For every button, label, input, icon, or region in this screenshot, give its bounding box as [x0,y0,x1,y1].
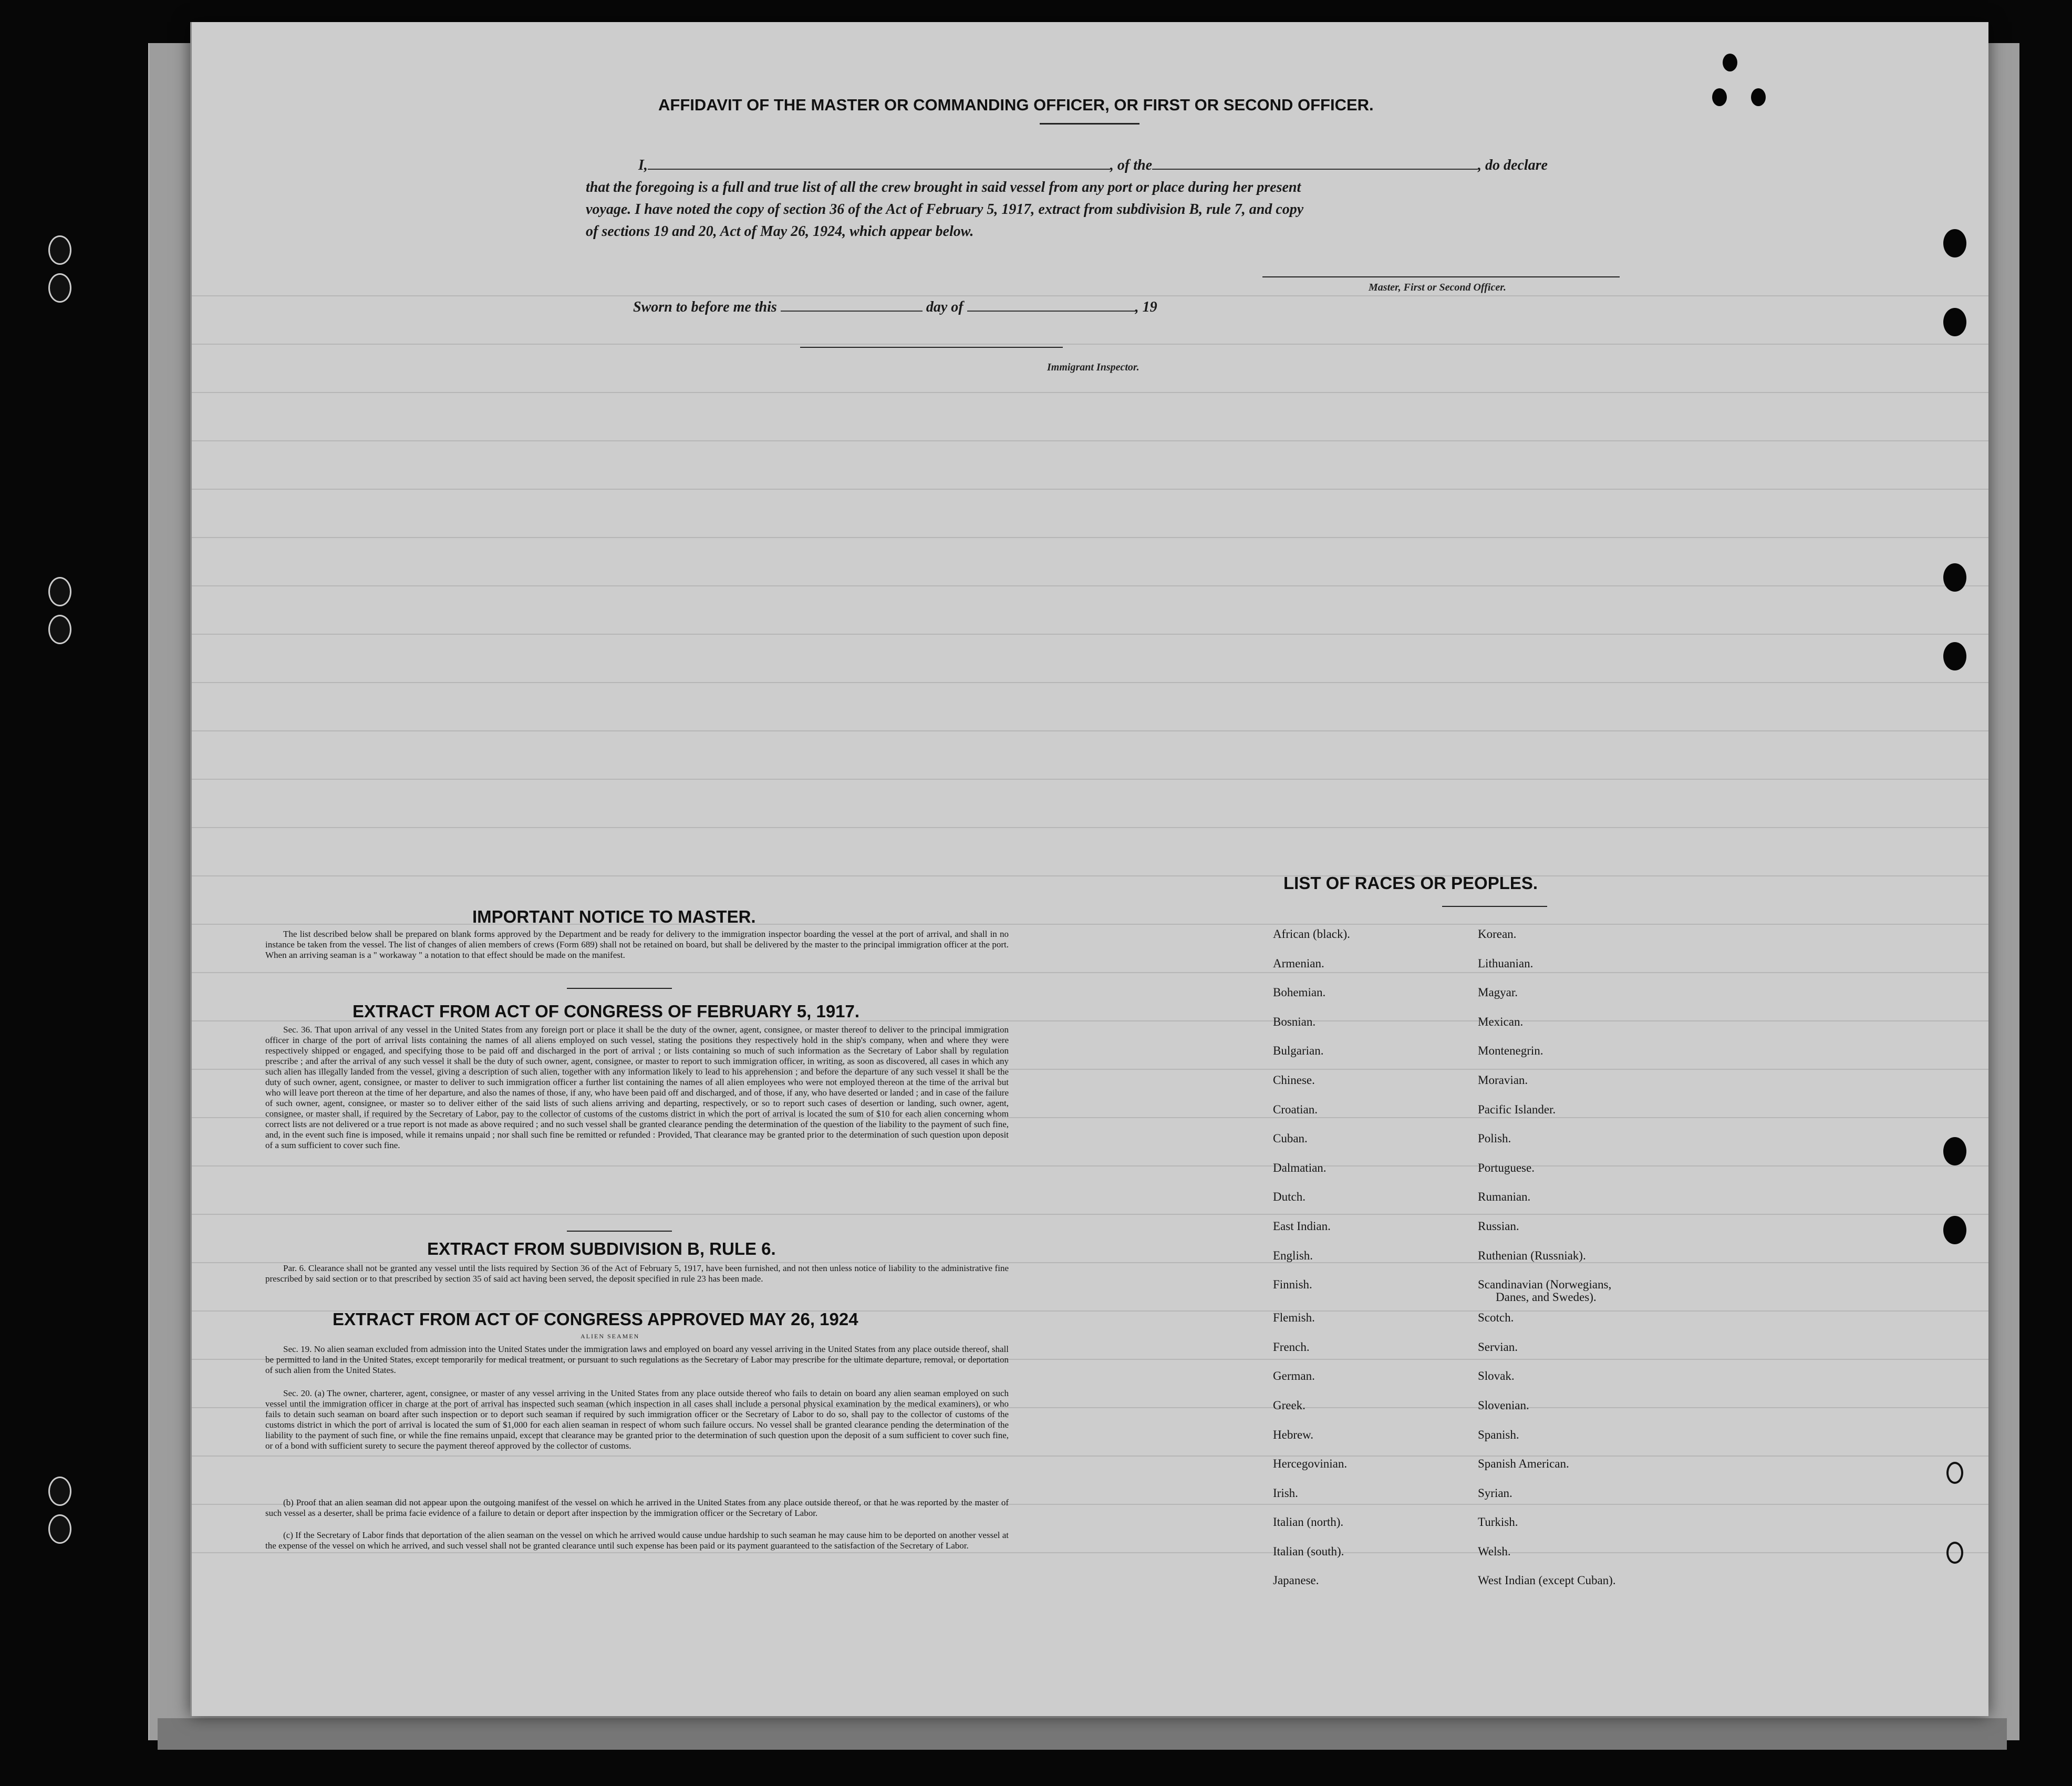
month-blank[interactable] [967,298,1135,312]
race-item: Italian (south). [1273,1544,1344,1558]
extract-1917-text: Sec. 36. That upon arrival of any vessel in the United States from any foreign port or place it shall be the duty of the owner, agent, consignee, or master thereof to deliver to the principal immigration officer in charge of the port of arrival lists containing the names of all aliens employed on such vessel, stating the positions they respectively hold in the ship's company, when and where they were respectively shipped or engaged, and specifying those to be paid off and discharged in the port of arrival ; or lists containing so much of such information as the Secretary of Labor shall by regulation prescribe ; and after the arrival of any such vessel it shall be the duty of such owner, agent, consignee, or master to report to such immigration officer, in writing, as soon as discovered, all cases in which any such alien has illegally landed from the vessel, giving a description of such alien, together with any information likely to lead to his apprehension ; and before the departure of any such vessel it shall be the duty of such owner, agent, consignee, or master to deliver to such immigration officer a further list containing the names of all alien employees who were not employed thereon at the time of the arrival but who will leave port thereon at the time of her departure, and also the names of those, if any, who have been paid off and discharged, and of those, if any, who have deserted or landed ; and in case of the failure of such owner, agent, consignee, or master so to deliver either of the said lists of such aliens arriving and departing, respectively, or so to report such cases of desertion or landing, such owner, agent, consignee, or master shall, if required by the Secretary of Labor, pay to the collector of customs of the customs district in which the port of arrival is located the sum of $10 for each alien concerning whom correct lists are not delivered or a true report is not made as above required ; and no such vessel shall be granted clearance pending the determination of the question of the liability to the payment of such fine, and, in the event such fine is imposed, while it remains unpaid ; nor shall such fine be remitted or refunded : Provided, That clearance may be granted prior to the determination of such question upon deposit of a sum sufficient to cover such fine. [265,1025,1009,1150]
underlying-page-edge [158,1718,2007,1750]
race-item: Slovak. [1478,1369,1515,1383]
punch-hole [1943,308,1966,336]
punch-hole [1723,54,1737,71]
ruled-line [192,634,1988,635]
ruled-line [192,537,1988,538]
punch-hole [1946,1462,1963,1484]
race-item: Spanish American. [1478,1457,1569,1471]
race-item: Irish. [1273,1486,1298,1500]
punch-hole [1943,1137,1966,1165]
race-item: Scandinavian (Norwegians, [1478,1278,1612,1292]
race-item: Bosnian. [1273,1015,1316,1028]
punch-hole [1751,88,1766,106]
race-item: Italian (north). [1273,1515,1344,1529]
title-underline [1040,123,1139,125]
race-item: Bulgarian. [1273,1044,1324,1058]
affidavit-of-the: , of the [1110,157,1153,173]
race-item: Korean. [1478,927,1517,941]
punch-hole [1943,642,1966,670]
ruled-line [192,585,1988,586]
race-item: Syrian. [1478,1486,1512,1500]
ruled-line [192,1214,1988,1215]
race-item: Russian. [1478,1219,1519,1233]
race-item: African (black). [1273,927,1350,941]
race-item: Hebrew. [1273,1428,1314,1441]
extract-1924-sec20c: (c) If the Secretary of Labor finds that deportation of the alien seaman on the vessel on which he arrived would cause undue hardship to such seaman he may cause him to be deported on another vessel at the expense of the vessel on which he arrived, and such vessel shall not be granted clearance until such expense has been paid or its payment guaranteed to the satisfaction of the Secretary of Labor. [265,1530,1009,1551]
sworn-day-blank[interactable] [781,298,923,312]
punch-hole [1946,1542,1963,1564]
day-of-text: day of [926,299,964,315]
affidavit-line-2: that the foregoing is a full and true list of all the crew brought in said vessel from any port or place during her present [586,179,1301,195]
punch-hole [48,577,71,606]
race-item: Rumanian. [1478,1190,1531,1204]
race-item: Scotch. [1478,1311,1514,1325]
ruled-line [192,924,1988,925]
race-item: Welsh. [1478,1544,1511,1558]
race-item: Slovenian. [1478,1398,1529,1412]
race-item: Flemish. [1273,1311,1315,1325]
affidavit-title: AFFIDAVIT OF THE MASTER OR COMMANDING OFFICER, OR FIRST OR SECOND OFFICER. [658,96,1374,114]
race-item: Dalmatian. [1273,1161,1327,1174]
notice-text: The list described below shall be prepared on blank forms approved by the Department and be ready for delivery to the immigration inspector boarding the vessel at the port of arrival, and shall in no instance be taken from the vessel. The list of changes of alien members of crews (Form 689) shall not be retained on board, but shall be delivered by the master to the principal immigration officer at the port. When an arriving seaman is a " workaway " a notation to that effect should be made on the manifest. [265,929,1009,960]
ruled-line [192,779,1988,780]
punch-hole [1943,229,1966,257]
race-item: Pacific Islander. [1478,1102,1556,1116]
race-item: Montenegrin. [1478,1044,1543,1058]
race-item: Cuban. [1273,1132,1308,1145]
race-item: Magyar. [1478,986,1518,999]
extract-1924-title: EXTRACT FROM ACT OF CONGRESS APPROVED MAY 26, 1924 [333,1309,858,1329]
ruled-line [192,682,1988,683]
race-item: Greek. [1273,1398,1306,1412]
race-item: Hercegovinian. [1273,1457,1348,1471]
race-item: Turkish. [1478,1515,1518,1529]
race-item: English. [1273,1248,1313,1262]
extract-1917-title: EXTRACT FROM ACT OF CONGRESS OF FEBRUARY 5, 1917. [353,1002,860,1021]
punch-hole [48,1477,71,1506]
sworn-text: Sworn to before me this [633,299,777,315]
extract-1917-divider [567,1231,672,1232]
notice-divider [567,988,672,989]
race-item: Lithuanian. [1478,956,1534,970]
races-column-2 [1478,928,1616,1604]
race-item: Spanish. [1478,1428,1519,1441]
race-item: Portuguese. [1478,1161,1535,1174]
ruled-line [192,344,1988,345]
race-item: Servian. [1478,1340,1518,1354]
sworn-line [633,296,1157,318]
extract-1924-sec20b: (b) Proof that an alien seaman did not appear upon the outgoing manifest of the vessel on which he arrived in the United States from any place outside thereof, or that he was reported by the master of such vessel as a deserter, shall be prima facie evidence of a failure to detain or deport after inspection by the immigration officer or the Secretary of Labor. [265,1498,1009,1518]
affidavit-i: I, [638,157,648,173]
race-item: Bohemian. [1273,986,1326,999]
vessel-blank[interactable] [1152,156,1478,170]
races-title-underline [1442,906,1547,907]
race-item: Danes, and Swedes). [1496,1291,1597,1304]
alien-seamen-caption: ALIEN SEAMEN [581,1333,640,1340]
year-prefix: , 19 [1135,299,1157,315]
signature-label: Master, First or Second Officer. [1369,282,1506,293]
signature-line [1262,276,1620,277]
ruled-line [192,392,1988,393]
affidavit-line-4: of sections 19 and 20, Act of May 26, 1924, which appear below. [586,223,974,240]
affidavit-line-3: voyage. I have noted the copy of section 36 of the Act of February 5, 1917, extract from subdivision B, rule 7, and copy [586,201,1304,218]
ruled-line [192,1455,1988,1457]
race-item: Armenian. [1273,956,1324,970]
race-item: Croatian. [1273,1102,1318,1116]
ruled-line [192,827,1988,828]
extract-1924-sec19: Sec. 19. No alien seaman excluded from admission into the United States under the immigration laws and employed on board any vessel arriving in the United States from any place outside thereof, shall be permitted to land in the United States, except temporarily for medical treatment, or pursuant to such regulations as the Secretary of Labor may prescribe for the ultimate departure, removal, or deportation of such alien from the United States. [265,1344,1009,1375]
race-item: Chinese. [1273,1073,1315,1087]
affidavit-declare: , do declare [1478,157,1548,173]
race-item: Polish. [1478,1132,1511,1145]
race-item: French. [1273,1340,1310,1354]
name-blank[interactable] [648,156,1110,170]
punch-hole [1712,88,1727,106]
ruled-line [192,1165,1988,1166]
extract-1924-sec20a: Sec. 20. (a) The owner, charterer, agent, consignee, or master of any vessel arriving in the United States from any place outside thereof who fails to detain on board any alien seaman employed on such vessel until the immigration officer in charge at the port of arrival has inspected such seaman (which inspection in all cases shall include a personal physical examination by the medical examiners), or who fails to detain such seaman on board after such inspection or to deport such seaman if required by such immigration officer or the Secretary of Labor to do so, shall pay to the collector of customs of the customs district in which the port of arrival is located the sum of $1,000 for each alien seaman in respect of whom such failure occurs. No vessel shall be granted clearance pending the determination of the liability to the payment of such fine, or while the fine remains unpaid, except that clearance may be granted prior to the determination of such question upon the deposit of a sum sufficient to cover such fine, or of a bond with sufficient surety to secure the payment thereof approved by the collector of customs. [265,1388,1009,1451]
race-item: Dutch. [1273,1190,1306,1204]
document-page [190,22,1988,1716]
ruled-line [192,1552,1988,1553]
notice-title: IMPORTANT NOTICE TO MASTER. [472,907,756,926]
race-item: German. [1273,1369,1315,1383]
race-item: East Indian. [1273,1219,1331,1233]
punch-hole [48,1514,71,1544]
inspector-label: Immigrant Inspector. [1047,362,1139,373]
race-item: Moravian. [1478,1073,1528,1087]
ruled-line [192,489,1988,490]
punch-hole [48,615,71,644]
punch-hole [48,235,71,265]
races-column-1 [1273,928,1350,1604]
race-item: Japanese. [1273,1574,1319,1587]
punch-hole [1943,1216,1966,1244]
punch-hole [1943,563,1966,592]
ruled-line [192,730,1988,731]
ruled-line [192,875,1988,876]
race-item: Mexican. [1478,1015,1524,1028]
ruled-line [192,440,1988,441]
punch-hole [48,273,71,303]
race-item: Finnish. [1273,1278,1312,1292]
extract-rule6-text: Par. 6. Clearance shall not be granted any vessel until the lists required by Section 36 of the Act of February 5, 1917, have been furnished, and not then unless notice of liability to the administrative fine prescribed by said section or to that prescribed by section 35 of said act having been served, the deposit specified in rule 23 has been made. [265,1263,1009,1284]
extract-rule6-title: EXTRACT FROM SUBDIVISION B, RULE 6. [427,1239,776,1258]
affidavit-line-1 [638,154,1548,177]
race-item: West Indian (except Cuban). [1478,1574,1616,1587]
race-item: Ruthenian (Russniak). [1478,1248,1586,1262]
races-title: LIST OF RACES OR PEOPLES. [1283,873,1538,893]
ruled-line [192,972,1988,973]
inspector-signature-line [800,347,1063,348]
